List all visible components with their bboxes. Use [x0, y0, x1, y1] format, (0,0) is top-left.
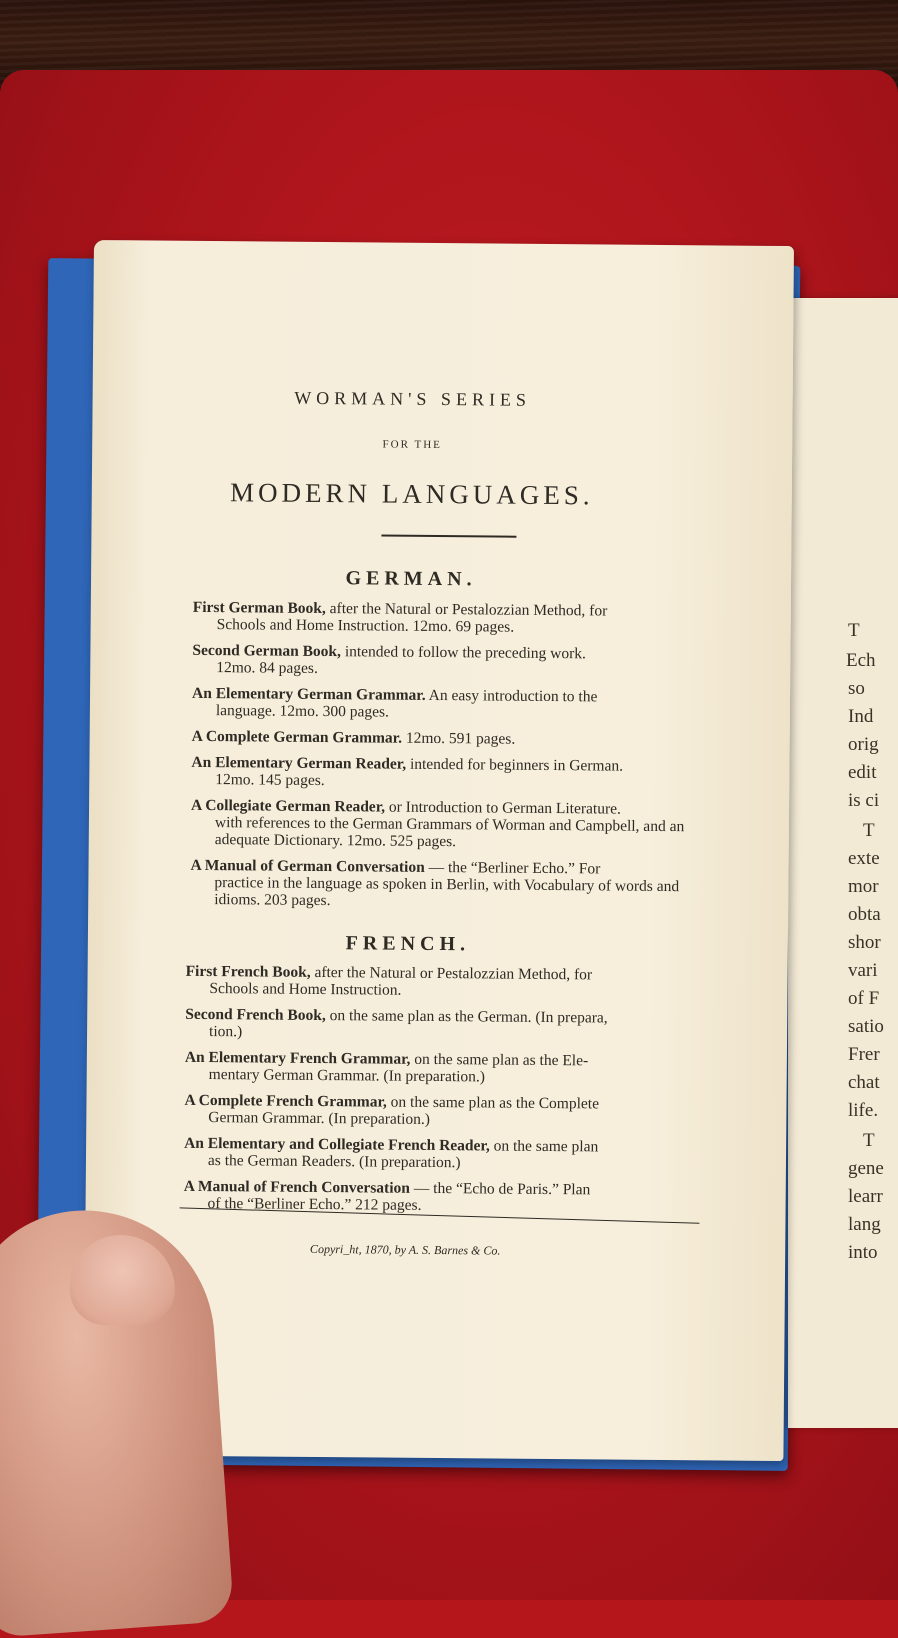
entry-text: — the “Berliner Echo.” For: [424, 858, 601, 878]
german-entries: [190, 599, 723, 922]
entry-text: intended for beginners in German.: [406, 755, 624, 775]
entry-title: A Collegiate German Reader,: [190, 796, 386, 816]
entry-text: on the same plan as the Ele-: [410, 1050, 589, 1070]
copyright-line: Copyri_ht, 1870, by A. S. Barnes & Co.: [309, 1241, 501, 1258]
entry-title: Second French Book,: [185, 1005, 326, 1025]
list-item: [191, 797, 721, 853]
right-page-fragment: Ind: [848, 706, 874, 727]
entry-continuation: tion.): [209, 1023, 243, 1041]
right-page-fragment: so: [848, 678, 865, 699]
german-heading: GERMAN.: [345, 567, 477, 591]
french-entries: [183, 963, 721, 1226]
french-heading: FRENCH.: [345, 932, 471, 956]
right-page-fragment: mor: [848, 876, 879, 897]
right-page-fragment: vari: [848, 960, 878, 981]
list-item: [192, 642, 722, 681]
entry-continuation: German Grammar. (In preparation.): [208, 1109, 431, 1128]
right-page-fragment: T: [848, 620, 860, 641]
right-page-fragment: into: [848, 1242, 878, 1263]
entry-continuation: as the German Readers. (In preparation.): [207, 1152, 461, 1172]
entry-title: A Complete French Grammar,: [184, 1091, 387, 1111]
entry-title: A Complete German Grammar.: [191, 727, 403, 747]
right-page-fragment: Ech: [846, 650, 876, 671]
entry-continuation: 12mo. 84 pages.: [216, 659, 318, 677]
entry-title: An Elementary and Collegiate French Reader,: [184, 1134, 490, 1155]
list-item: [184, 1092, 720, 1131]
entry-continuation: Schools and Home Instruction. 12mo. 69 pages.: [216, 616, 515, 636]
entry-title: A Manual of French Conversation: [183, 1177, 411, 1197]
entry-continuation: 12mo. 145 pages.: [215, 771, 325, 790]
entry-title: An Elementary French Grammar,: [184, 1048, 411, 1068]
right-page-fragment: Frer: [848, 1044, 880, 1065]
entry-text: after the Natural or Pestalozzian Method, for: [310, 963, 593, 984]
series-title: WORMAN'S SERIES: [294, 387, 532, 410]
right-page-fragment: edit: [848, 762, 877, 783]
right-page-fragment: chat: [848, 1072, 880, 1093]
entry-continuation: Schools and Home Instruction.: [209, 980, 402, 999]
entry-title: First German Book,: [192, 598, 326, 618]
right-page-fragment: lang: [848, 1214, 881, 1235]
right-page-fragment: is ci: [848, 790, 880, 811]
entry-continuation: language. 12mo. 300 pages.: [215, 702, 390, 721]
right-page: [788, 298, 898, 1428]
entry-text: 12mo. 591 pages.: [401, 729, 516, 748]
for-the-line: FOR THE: [382, 438, 442, 452]
entry-continuation: mentary German Grammar. (In preparation.): [208, 1066, 486, 1086]
entry-text: intended to follow the preceding work.: [340, 643, 586, 663]
right-page-fragment: satio: [848, 1016, 884, 1037]
list-item: [185, 963, 721, 1002]
entry-continuation: of the “Berliner Echo.” 212 pages.: [207, 1195, 422, 1214]
entry-title: An Elementary German Grammar.: [191, 684, 426, 704]
entry-title: An Elementary German Reader,: [191, 753, 407, 773]
title-divider: [381, 535, 516, 538]
list-item: [192, 685, 722, 724]
entry-continuation: with references to the German Grammars of Worman and Campbell, and an adequate Dictionary. 12mo. 525 pages.: [214, 814, 685, 851]
right-page-fragment: of F: [848, 988, 880, 1009]
entry-text: on the same plan as the German. (In prepara,: [325, 1007, 608, 1027]
list-item: [190, 857, 720, 913]
right-page-fragment: life.: [848, 1100, 879, 1121]
entry-text: after the Natural or Pestalozzian Method, for: [325, 600, 608, 620]
entry-title: First French Book,: [185, 962, 311, 981]
right-page-fragment: T: [863, 1130, 875, 1151]
right-page-fragment: obta: [848, 904, 881, 925]
right-page-fragment: shor: [848, 932, 881, 953]
entry-title: Second German Book,: [192, 641, 342, 661]
entry-text: on the same plan as the Complete: [386, 1093, 600, 1113]
entry-text: on the same plan: [489, 1137, 599, 1156]
entry-text: or Introduction to German Literature.: [384, 798, 622, 818]
list-item: [191, 754, 721, 793]
list-item: [193, 599, 723, 638]
entry-title: A Manual of German Conversation: [190, 856, 425, 876]
entry-continuation: practice in the language as spoken in Berlin, with Vocabulary of words and idioms. 203 pages.: [214, 874, 680, 910]
right-page-fragment: exte: [848, 848, 880, 869]
right-page-fragment: gene: [848, 1158, 884, 1179]
list-item: [192, 728, 722, 750]
list-item: [185, 1006, 721, 1045]
main-title: MODERN LANGUAGES.: [229, 477, 594, 511]
list-item: [185, 1049, 721, 1088]
list-item: [184, 1135, 720, 1174]
entry-text: — the “Echo de Paris.” Plan: [409, 1179, 591, 1199]
right-page-fragment: T: [863, 820, 875, 841]
right-page-fragment: orig: [848, 734, 879, 755]
entry-text: An easy introduction to the: [425, 686, 598, 706]
right-page-fragment: learr: [848, 1186, 883, 1207]
